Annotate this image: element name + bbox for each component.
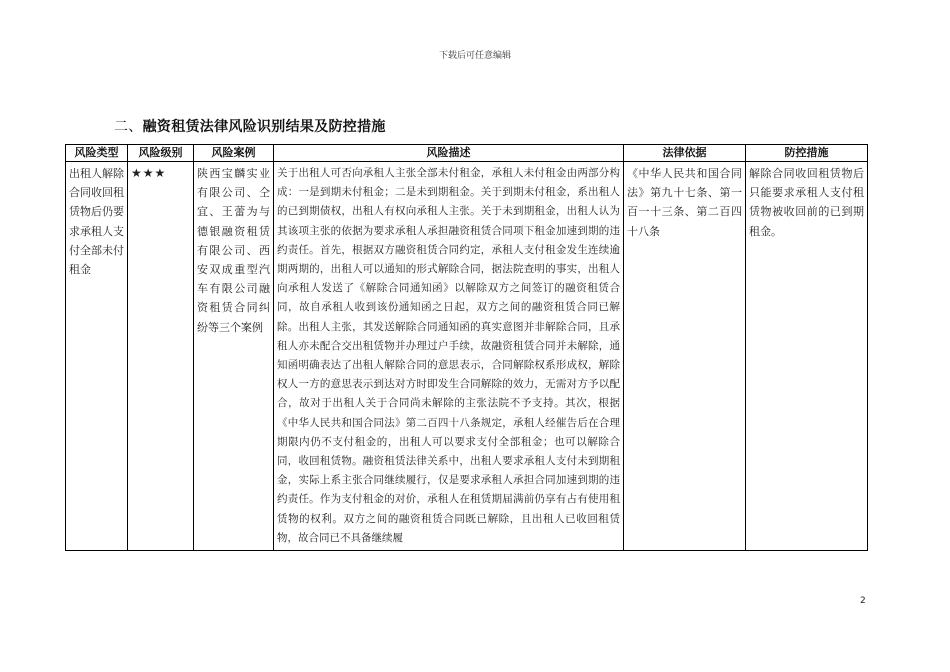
header-risk-level: 风险级别 [128, 145, 194, 162]
page-number: 2 [860, 596, 866, 606]
section-title-text: 融资租赁法律风险识别结果及防控措施 [142, 119, 386, 135]
header-prevention: 防控措施 [746, 145, 868, 162]
header-note: 下载后可任意编辑 [438, 51, 511, 61]
cell-risk-level-stars: ★★★ [128, 162, 194, 551]
cell-risk-case: 陕西宝麟实业有限公司、仝宜、王蕾为与德银融资租赁有限公司、西安双成重型汽车有限公司融资租赁合同纠纷等三个案例 [194, 162, 274, 551]
header-legal-basis: 法律依据 [624, 145, 746, 162]
table-row [66, 162, 868, 551]
header-risk-case: 风险案例 [194, 145, 274, 162]
cell-risk-type: 出租人解除合同收回租赁物后仍要求承租人支付全部未付租金 [66, 162, 128, 551]
cell-prevention: 解除合同收回租赁物后只能要求承租人支付租赁物被收回前的已到期租金。 [746, 162, 868, 551]
table-header-row [66, 145, 868, 162]
cell-legal-basis: 《中华人民共和国合同法》第九十七条、第一百一十三条、第二百四十八条 [624, 162, 746, 551]
cell-risk-description: 关于出租人可否向承租人主张全部未付租金，承租人未付租金由两部分构成：一是到期未付租金；二是未到期租金。关于到期未付租金，系出租人的已到期债权，出租人有权向承租人主张。关于未到期租金，出租人认为其该项主张的依据为要求承租人承担融资租赁合同项下租金加速到期的违约责任。首先，根据双方融资租赁合同约定，承租人支付租金发生连续逾期两期的，出租人可以通知的形式解除合同，据法院查明的事实，出租人向承租人发送了《解除合同通知函》以解除双方之间签订的融资租赁合同，故自承租人收到该份通知函之日起，双方之间的融资租赁合同已解除。出租人主张，其发送解除合同通知函的真实意图并非解除合同，且承租人亦未配合交出租赁物并办理过户手续，故融资租赁合同并未解除，通知函明确表达了出租人解除合同的意思表示，合同解除权系形成权，解除权人一方的意思表示到达对方时即发生合同解除的效力，无需对方予以配合，故对于出租人关于合同尚未解除的主张法院不予支持。其次，根据《中华人民共和国合同法》第二百四十八条规定，承租人经催告后在合理期限内仍不支付租金的，出租人可以要求支付全部租金；也可以解除合同，收回租赁物。融资租赁法律关系中，出租人要求承租人支付未到期租金，实际上系主张合同继续履行，仅是要求承租人承担合同加速到期的违约责任。作为支付租金的对价，承租人在租赁期届满前仍享有占有使用租赁物的权利。双方之间的融资租赁合同既已解除，且出租人已收回租赁物，故合同已不具备继续履 [274, 162, 624, 551]
header-risk-description: 风险描述 [274, 145, 624, 162]
risk-table [65, 144, 868, 551]
section-number: 二、 [114, 119, 143, 135]
header-risk-type: 风险类型 [66, 145, 128, 162]
section-title [114, 116, 386, 136]
